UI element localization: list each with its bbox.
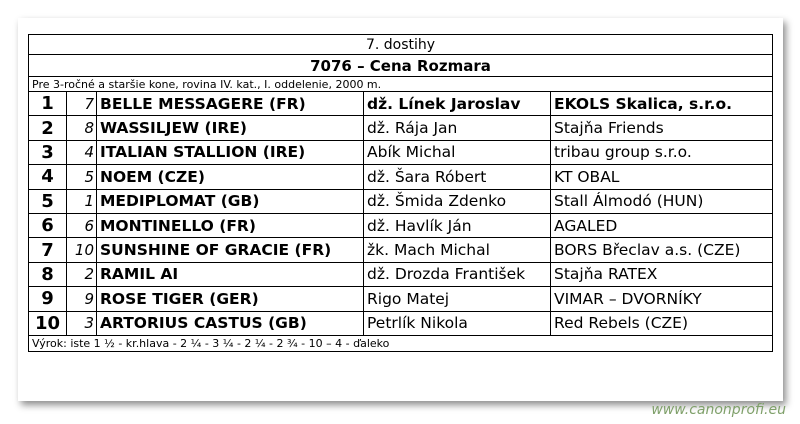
jockey-name: žk. Mach Michal	[364, 238, 551, 261]
owner-name: tribau group s.r.o.	[554, 143, 692, 162]
table-row	[29, 141, 772, 165]
watermark: www.canonprofi.eu	[651, 402, 786, 418]
owner-name: EKOLS Skalica, s.r.o.	[554, 94, 732, 113]
jockey-name: dž. Línek Jaroslav	[364, 92, 551, 115]
start-number: 10	[67, 238, 97, 261]
jockey-name: dž. Havlík Ján	[364, 214, 551, 237]
horse-name: RAMIL AI	[97, 263, 364, 286]
place: 4	[29, 165, 67, 188]
horse-name: WASSILJEW (IRE)	[97, 116, 364, 139]
jockey-name: Petrlík Nikola	[364, 312, 551, 335]
horse-name: SUNSHINE OF GRACIE (FR)	[97, 238, 364, 261]
horse-name: MEDIPLOMAT (GB)	[97, 190, 364, 213]
table-row	[29, 263, 772, 287]
jockey-name: Abík Michal	[364, 141, 551, 164]
table-row	[29, 238, 772, 262]
place: 10	[29, 312, 67, 335]
horse-name: BELLE MESSAGERE (FR)	[97, 92, 364, 115]
start-number: 1	[67, 190, 97, 213]
results-card	[18, 18, 783, 401]
jockey-name: Rigo Matej	[364, 287, 551, 310]
table-row	[29, 287, 772, 311]
jockey-name: dž. Rája Jan	[364, 116, 551, 139]
owner-name: Red Rebels (CZE)	[554, 314, 688, 333]
jockey-name: dž. Drozda František	[364, 263, 551, 286]
horse-name: NOEM (CZE)	[97, 165, 364, 188]
table-row	[29, 214, 772, 238]
place: 1	[29, 92, 67, 115]
jockey-name: dž. Šara Róbert	[364, 165, 551, 188]
start-number: 6	[67, 214, 97, 237]
start-number: 8	[67, 116, 97, 139]
place: 6	[29, 214, 67, 237]
race-title: 7076 – Cena Rozmara	[29, 55, 772, 77]
start-number: 7	[67, 92, 97, 115]
owner-name: Stajňa RATEX	[554, 265, 658, 284]
table-row	[29, 165, 772, 189]
place: 2	[29, 116, 67, 139]
distances-verdict: Výrok: iste 1 ½ - kr.hlava - 2 ¼ - 3 ¼ - 2 ¼ - 2 ¾ - 10 – 4 - ďaleko	[32, 336, 390, 350]
results-table	[28, 34, 773, 352]
place: 9	[29, 287, 67, 310]
race-conditions: Pre 3-ročné a staršie kone, rovina IV. kat., I. oddelenie, 2000 m.	[29, 77, 772, 92]
table-row	[29, 116, 772, 140]
horse-name: ARTORIUS CASTUS (GB)	[97, 312, 364, 335]
table-row	[29, 190, 772, 214]
owner-name: KT OBAL	[554, 167, 620, 186]
table-row	[29, 92, 772, 116]
horse-name: ROSE TIGER (GER)	[97, 287, 364, 310]
place: 3	[29, 141, 67, 164]
owner-name: VIMAR – DVORNÍKY	[554, 289, 702, 308]
horse-name: MONTINELLO (FR)	[97, 214, 364, 237]
owner-name: AGALED	[554, 216, 618, 235]
start-number: 3	[67, 312, 97, 335]
table-row	[29, 312, 772, 336]
place: 7	[29, 238, 67, 261]
start-number: 9	[67, 287, 97, 310]
owner-name: BORS Břeclav a.s. (CZE)	[554, 241, 741, 260]
place: 5	[29, 190, 67, 213]
jockey-name: dž. Šmida Zdenko	[364, 190, 551, 213]
race-number: 7. dostihy	[29, 35, 772, 55]
start-number: 5	[67, 165, 97, 188]
owner-name: Stall Álmodó (HUN)	[554, 192, 704, 211]
horse-name: ITALIAN STALLION (IRE)	[97, 141, 364, 164]
owner-name: Stajňa Friends	[554, 119, 664, 138]
start-number: 2	[67, 263, 97, 286]
place: 8	[29, 263, 67, 286]
start-number: 4	[67, 141, 97, 164]
